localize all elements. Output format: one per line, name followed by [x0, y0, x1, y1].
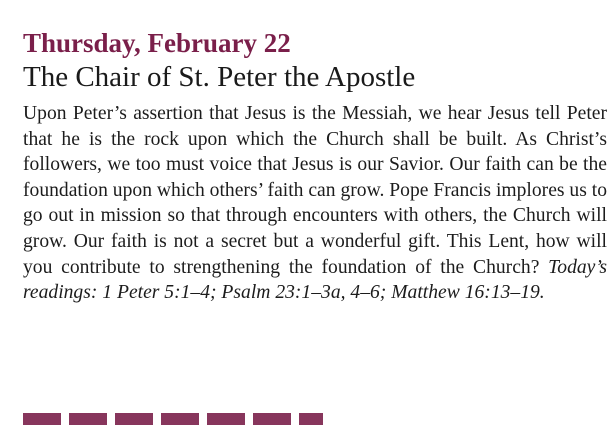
entry-title: The Chair of St. Peter the Apostle [23, 61, 416, 93]
entry-readings: Today’s readings: 1 Peter 5:1–4; Psalm 23:1–3a, 4–6; Matthew 16:13–19. [23, 256, 607, 304]
entry-body [23, 101, 607, 306]
entry-reflection-text: Upon Peter’s assertion that Jesus is the Messiah, we hear Jesus tell Peter that he is the rock upon which the Church shall be built. As Christ’s followers, we too must voice that Jesus is our Savior. Our faith can be the foundation upon which others’ faith can grow. Pope Francis implores us to go out in mission so that through encounters with others, the Church will grow. Our faith is not a secret but a wonderful gift. This Lent, how will you contribute to strengthening the foundation of the Church? [23, 103, 607, 278]
daily-entry [23, 28, 607, 306]
entry-date-heading: Thursday, February 22 [23, 28, 291, 58]
cropped-heading-text [23, 413, 323, 425]
next-entry-heading-cropped [23, 408, 443, 425]
